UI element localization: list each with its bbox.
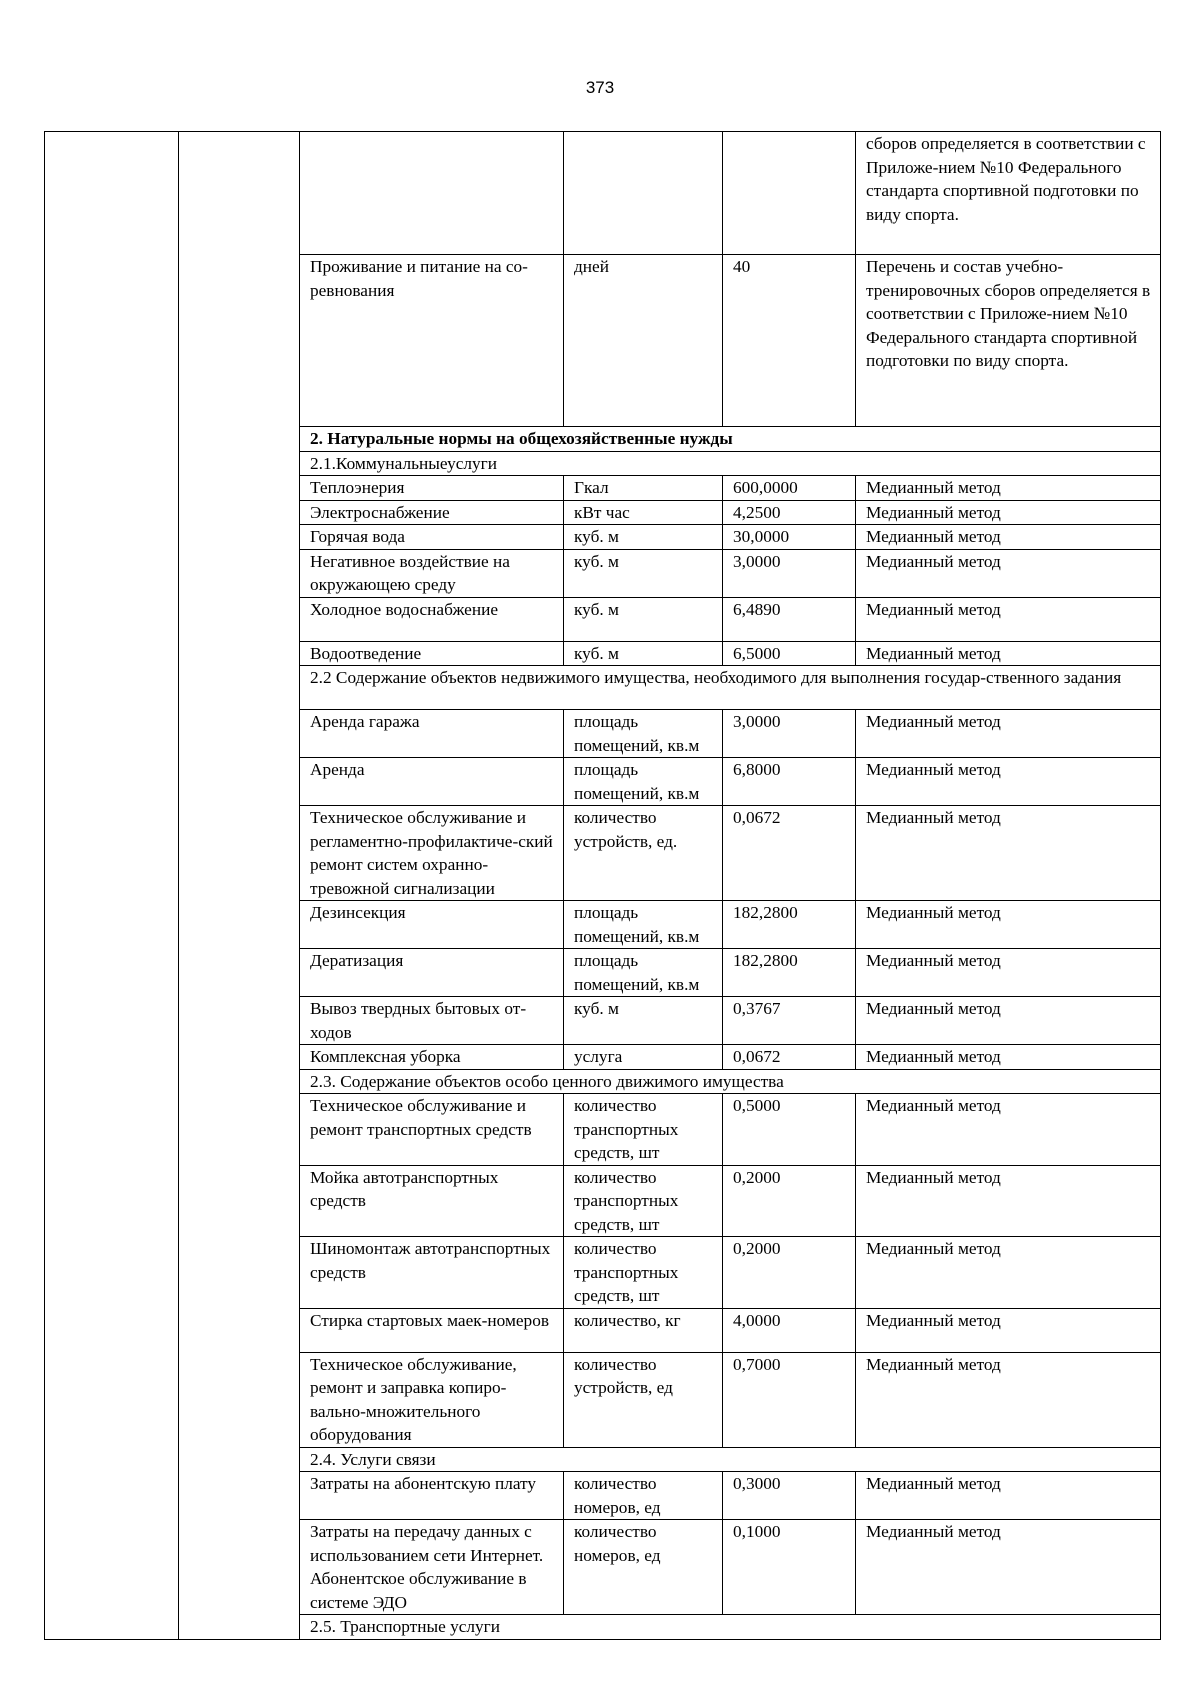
cell-method: Медианный метод bbox=[856, 806, 1161, 901]
cell-method: Медианный метод bbox=[856, 500, 1161, 525]
cell-unit: количество транспортных средств, шт bbox=[564, 1094, 723, 1166]
cell-value: 4,0000 bbox=[723, 1308, 856, 1352]
cell-method: Медианный метод bbox=[856, 1237, 1161, 1309]
cell-unit: количество транспортных средств, шт bbox=[564, 1237, 723, 1309]
norms-table bbox=[44, 131, 1161, 1640]
cell-unit: количество транспортных средств, шт bbox=[564, 1165, 723, 1237]
cell-name: Техническое обслуживание, ремонт и заправка копиро-вально-множительного оборудования bbox=[300, 1352, 564, 1447]
cell-method: Медианный метод bbox=[856, 641, 1161, 666]
cell-name: Теплоэнерия bbox=[300, 476, 564, 501]
cell-name: Мойка автотранспортных средств bbox=[300, 1165, 564, 1237]
cell-name: Аренда bbox=[300, 758, 564, 806]
cell-value: 0,3000 bbox=[723, 1472, 856, 1520]
cell-value: 3,0000 bbox=[723, 549, 856, 597]
cell-name: Затраты на абонентскую плату bbox=[300, 1472, 564, 1520]
cell-name: Водоотведение bbox=[300, 641, 564, 666]
cell-unit: количество, кг bbox=[564, 1308, 723, 1352]
cell-method: Медианный метод bbox=[856, 476, 1161, 501]
subsection-heading: 2.2 Содержание объектов недвижимого имущества, необходимого для выполнения государ-ственного задания bbox=[300, 666, 1161, 710]
cell-method: Медианный метод bbox=[856, 1472, 1161, 1520]
cell-value: 0,1000 bbox=[723, 1520, 856, 1615]
subsection-heading: 2.1.Коммунальныеуслуги bbox=[300, 451, 1161, 476]
cell-method: Медианный метод bbox=[856, 1094, 1161, 1166]
cell-value: 0,3767 bbox=[723, 997, 856, 1045]
cell-unit: услуга bbox=[564, 1045, 723, 1070]
cell-method: Медианный метод bbox=[856, 997, 1161, 1045]
cell-unit: куб. м bbox=[564, 525, 723, 550]
cell-method: Медианный метод bbox=[856, 1045, 1161, 1070]
cell-method: Перечень и состав учебно-тренировочных сборов определяется в соответствии с Приложе-нием №10 Федерального стандарта спортивной подготовки по виду спорта. bbox=[856, 255, 1161, 427]
cell-name: Дератизация bbox=[300, 949, 564, 997]
cell-method: Медианный метод bbox=[856, 1520, 1161, 1615]
cell-value: 3,0000 bbox=[723, 710, 856, 758]
cell-value: 182,2800 bbox=[723, 949, 856, 997]
cell-name: Негативное воздействие на окружающею среду bbox=[300, 549, 564, 597]
cell-name: Дезинсекция bbox=[300, 901, 564, 949]
cell-value: 30,0000 bbox=[723, 525, 856, 550]
cell-name: Шиномонтаж автотранспортных средств bbox=[300, 1237, 564, 1309]
page-number: 373 bbox=[585, 78, 615, 97]
cell-name: Электроснабжение bbox=[300, 500, 564, 525]
cell-method: Медианный метод bbox=[856, 549, 1161, 597]
cell-unit: количество номеров, ед bbox=[564, 1472, 723, 1520]
cell-unit: дней bbox=[564, 255, 723, 427]
cell-unit: Гкал bbox=[564, 476, 723, 501]
cell-method: Медианный метод bbox=[856, 710, 1161, 758]
cell-name: Стирка стартовых маек-номеров bbox=[300, 1308, 564, 1352]
cell-value bbox=[723, 132, 856, 255]
cell-name: Холодное водоснабжение bbox=[300, 597, 564, 641]
cell-unit: куб. м bbox=[564, 641, 723, 666]
cell-value: 6,4890 bbox=[723, 597, 856, 641]
cell-value: 0,0672 bbox=[723, 806, 856, 901]
cell-name bbox=[300, 132, 564, 255]
cell-name: Вывоз твердных бытовых от-ходов bbox=[300, 997, 564, 1045]
cell-name: Техническое обслуживание и ремонт транспортных средств bbox=[300, 1094, 564, 1166]
cell-name: Техническое обслуживание и регламентно-профилактиче-ский ремонт систем охранно-тревожной сигнализации bbox=[300, 806, 564, 901]
cell-unit: куб. м bbox=[564, 997, 723, 1045]
cell-value: 0,0672 bbox=[723, 1045, 856, 1070]
cell-method: Медианный метод bbox=[856, 1308, 1161, 1352]
cell-unit: количество устройств, ед bbox=[564, 1352, 723, 1447]
cell-value: 0,2000 bbox=[723, 1237, 856, 1309]
cell-name: Аренда гаража bbox=[300, 710, 564, 758]
cell-name: Проживание и питание на со-ревнования bbox=[300, 255, 564, 427]
second-empty-column bbox=[179, 132, 300, 1640]
cell-value: 182,2800 bbox=[723, 901, 856, 949]
cell-unit: куб. м bbox=[564, 597, 723, 641]
cell-unit: куб. м bbox=[564, 549, 723, 597]
cell-value: 6,8000 bbox=[723, 758, 856, 806]
cell-unit: площадь помещений, кв.м bbox=[564, 710, 723, 758]
cell-unit: количество номеров, ед bbox=[564, 1520, 723, 1615]
cell-unit: площадь помещений, кв.м bbox=[564, 901, 723, 949]
cell-method: Медианный метод bbox=[856, 758, 1161, 806]
section-heading: 2. Натуральные нормы на общехозяйственные нужды bbox=[300, 427, 1161, 452]
cell-method: Медианный метод bbox=[856, 597, 1161, 641]
cell-value: 600,0000 bbox=[723, 476, 856, 501]
left-empty-column bbox=[45, 132, 179, 1640]
cell-unit bbox=[564, 132, 723, 255]
subsection-heading: 2.4. Услуги связи bbox=[300, 1447, 1161, 1472]
cell-unit: кВт час bbox=[564, 500, 723, 525]
cell-unit: количество устройств, ед. bbox=[564, 806, 723, 901]
cell-method: Медианный метод bbox=[856, 1165, 1161, 1237]
cell-value: 6,5000 bbox=[723, 641, 856, 666]
table-row bbox=[45, 132, 1161, 255]
cell-unit: площадь помещений, кв.м bbox=[564, 758, 723, 806]
cell-method: Медианный метод bbox=[856, 1352, 1161, 1447]
subsection-heading: 2.5. Транспортные услуги bbox=[300, 1615, 1161, 1640]
cell-method: Медианный метод bbox=[856, 901, 1161, 949]
cell-name: Затраты на передачу данных с использованием сети Интернет. Абонентское обслуживание в системе ЭДО bbox=[300, 1520, 564, 1615]
cell-unit: площадь помещений, кв.м bbox=[564, 949, 723, 997]
cell-value: 0,5000 bbox=[723, 1094, 856, 1166]
cell-value: 0,2000 bbox=[723, 1165, 856, 1237]
cell-method: Медианный метод bbox=[856, 525, 1161, 550]
cell-name: Комплексная уборка bbox=[300, 1045, 564, 1070]
cell-value: 4,2500 bbox=[723, 500, 856, 525]
cell-method: Медианный метод bbox=[856, 949, 1161, 997]
norms-table-body bbox=[45, 132, 1161, 1640]
cell-value: 0,7000 bbox=[723, 1352, 856, 1447]
cell-method: сборов определяется в соответствии с Приложе-нием №10 Федерального стандарта спортивной подготовки по виду спорта. bbox=[856, 132, 1161, 255]
cell-value: 40 bbox=[723, 255, 856, 427]
cell-name: Горячая вода bbox=[300, 525, 564, 550]
subsection-heading: 2.3. Содержание объектов особо ценного движимого имущества bbox=[300, 1069, 1161, 1094]
